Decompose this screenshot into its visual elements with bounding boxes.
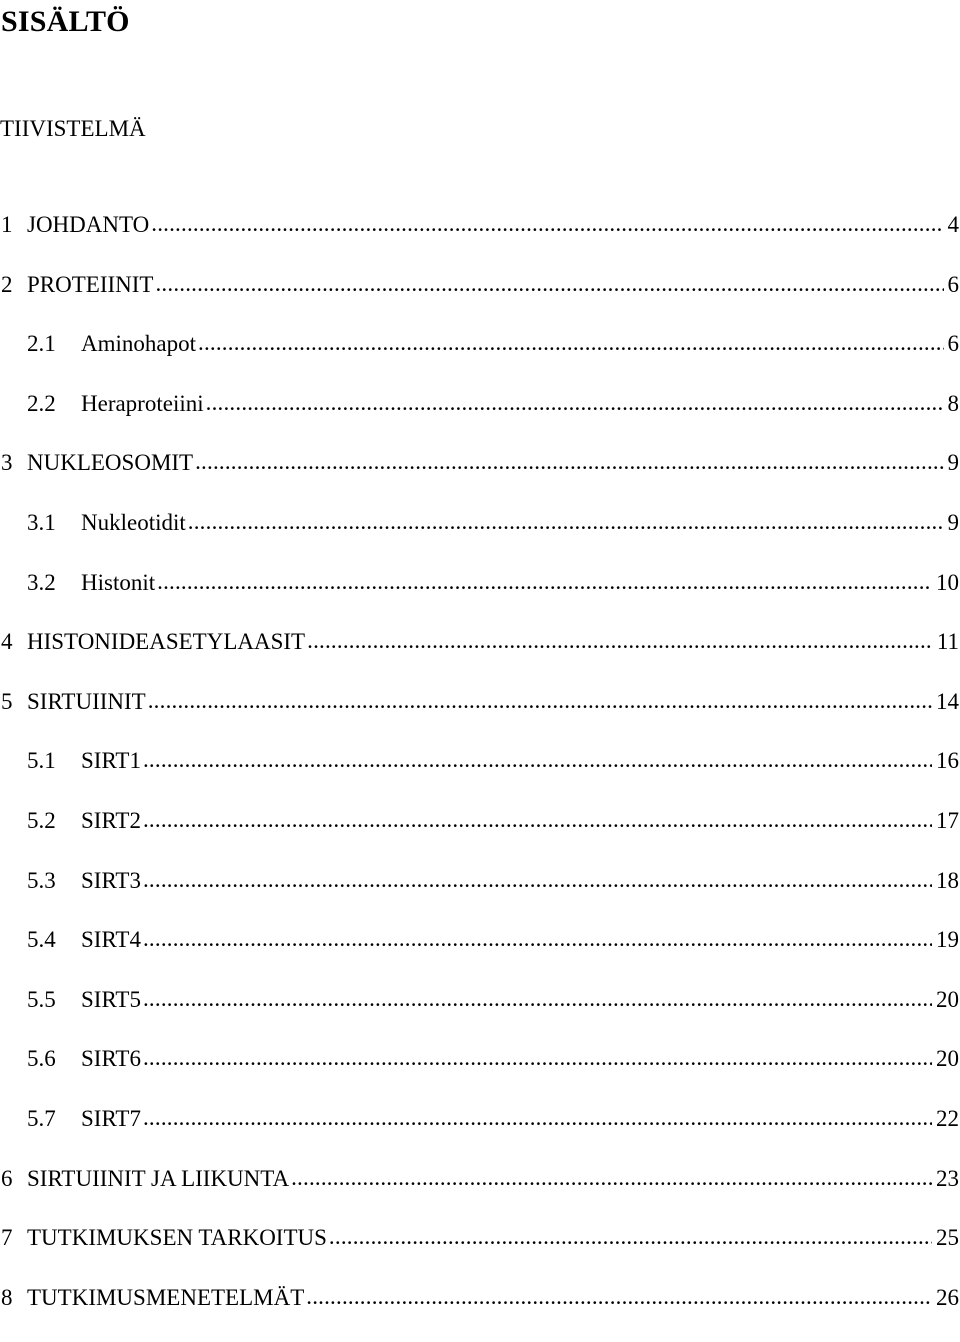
toc-entry[interactable]	[0, 329, 960, 389]
toc-entry-label: TUTKIMUKSEN TARKOITUS	[27, 1223, 327, 1253]
toc-dot-leader	[306, 1282, 932, 1312]
toc-entry-page-number: 4	[948, 210, 960, 240]
toc-entry-label: JOHDANTO	[27, 210, 149, 240]
toc-entry-number: 5.7	[27, 1104, 81, 1134]
toc-dot-leader	[143, 1043, 932, 1073]
toc-entry-number: 5	[1, 687, 27, 717]
toc-entry-page-number: 8	[948, 389, 960, 419]
toc-entry-label: SIRT4	[81, 925, 141, 955]
toc-dot-leader	[291, 1163, 932, 1193]
toc-dot-leader	[307, 626, 933, 656]
toc-dot-leader	[206, 388, 944, 418]
toc-dot-leader	[143, 745, 932, 775]
toc-entry-number: 3.1	[27, 508, 81, 538]
toc-entry-label: SIRT1	[81, 746, 141, 776]
toc-entry[interactable]	[0, 985, 960, 1045]
toc-entry-label: SIRT2	[81, 806, 141, 836]
toc-entry-label: SIRTUIINIT JA LIIKUNTA	[27, 1164, 289, 1194]
toc-entry-number: 2.1	[27, 329, 81, 359]
toc-entry-number: 6	[1, 1164, 27, 1194]
toc-entry[interactable]	[0, 270, 960, 330]
toc-entry[interactable]	[0, 866, 960, 926]
toc-entry-number: 2.2	[27, 389, 81, 419]
toc-entry-page-number: 16	[936, 746, 960, 776]
table-of-contents	[0, 210, 960, 1342]
toc-entry[interactable]	[0, 746, 960, 806]
toc-entry-label: SIRT7	[81, 1104, 141, 1134]
toc-entry[interactable]	[0, 210, 960, 270]
toc-entry-label: Histonit	[81, 568, 155, 598]
toc-entry-number: 5.3	[27, 866, 81, 896]
toc-dot-leader	[198, 328, 944, 358]
toc-dot-leader	[143, 865, 932, 895]
toc-entry-number: 2	[1, 270, 27, 300]
toc-entry-page-number: 20	[936, 985, 960, 1015]
toc-dot-leader	[143, 924, 932, 954]
toc-entry-page-number: 26	[936, 1283, 960, 1313]
toc-dot-leader	[143, 984, 932, 1014]
toc-entry-label: SIRT5	[81, 985, 141, 1015]
toc-entry-page-number: 18	[936, 866, 960, 896]
toc-entry-page-number: 10	[936, 568, 960, 598]
toc-entry[interactable]	[0, 1283, 960, 1342]
toc-entry[interactable]	[0, 925, 960, 985]
toc-entry-page-number: 25	[936, 1223, 960, 1253]
toc-entry-page-number: 6	[948, 270, 960, 300]
toc-entry-page-number: 22	[936, 1104, 960, 1134]
toc-entry-abstract[interactable]: TIIVISTELMÄ	[0, 114, 146, 144]
toc-dot-leader	[143, 1103, 932, 1133]
toc-entry[interactable]	[0, 448, 960, 508]
toc-dot-leader	[143, 805, 932, 835]
toc-dot-leader	[151, 209, 943, 239]
toc-entry-number: 5.1	[27, 746, 81, 776]
toc-entry-label: HISTONIDEASETYLAASIT	[27, 627, 305, 657]
toc-entry-label: NUKLEOSOMIT	[27, 448, 193, 478]
toc-entry-number: 7	[1, 1223, 27, 1253]
toc-entry[interactable]	[0, 1044, 960, 1104]
toc-entry[interactable]	[0, 1104, 960, 1164]
toc-entry-label: Heraproteiini	[81, 389, 204, 419]
toc-entry-number: 4	[1, 627, 27, 657]
toc-entry-number: 5.4	[27, 925, 81, 955]
toc-entry-label: TUTKIMUSMENETELMÄT	[27, 1283, 304, 1313]
toc-entry[interactable]	[0, 806, 960, 866]
toc-entry-number: 5.6	[27, 1044, 81, 1074]
toc-entry[interactable]	[0, 1164, 960, 1224]
toc-entry-label: SIRT3	[81, 866, 141, 896]
toc-dot-leader	[329, 1222, 932, 1252]
toc-entry-page-number: 9	[948, 448, 960, 478]
toc-entry-page-number: 6	[948, 329, 960, 359]
toc-entry[interactable]	[0, 1223, 960, 1283]
toc-dot-leader	[188, 507, 944, 537]
toc-dot-leader	[195, 447, 943, 477]
toc-entry-number: 3.2	[27, 568, 81, 598]
toc-entry-number: 1	[1, 210, 27, 240]
toc-entry[interactable]	[0, 627, 960, 687]
toc-entry[interactable]	[0, 389, 960, 449]
toc-entry-label: Aminohapot	[81, 329, 196, 359]
toc-entry[interactable]	[0, 568, 960, 628]
toc-entry-page-number: 19	[936, 925, 960, 955]
toc-entry-number: 3	[1, 448, 27, 478]
toc-dot-leader	[148, 686, 932, 716]
toc-entry-label: PROTEIINIT	[27, 270, 153, 300]
toc-entry-number: 5.5	[27, 985, 81, 1015]
toc-entry-label: SIRT6	[81, 1044, 141, 1074]
toc-entry-page-number: 9	[948, 508, 960, 538]
toc-dot-leader	[157, 567, 932, 597]
toc-entry-label: SIRTUIINIT	[27, 687, 146, 717]
toc-entry[interactable]	[0, 508, 960, 568]
toc-entry-page-number: 14	[936, 687, 960, 717]
toc-entry-page-number: 23	[936, 1164, 960, 1194]
toc-entry-page-number: 11	[937, 627, 960, 657]
toc-entry-page-number: 20	[936, 1044, 960, 1074]
toc-entry-number: 5.2	[27, 806, 81, 836]
toc-dot-leader	[155, 269, 943, 299]
toc-entry-label: Nukleotidit	[81, 508, 186, 538]
toc-entry[interactable]	[0, 687, 960, 747]
page-title: SISÄLTÖ	[1, 2, 130, 42]
toc-entry-page-number: 17	[936, 806, 960, 836]
toc-entry-number: 8	[1, 1283, 27, 1313]
